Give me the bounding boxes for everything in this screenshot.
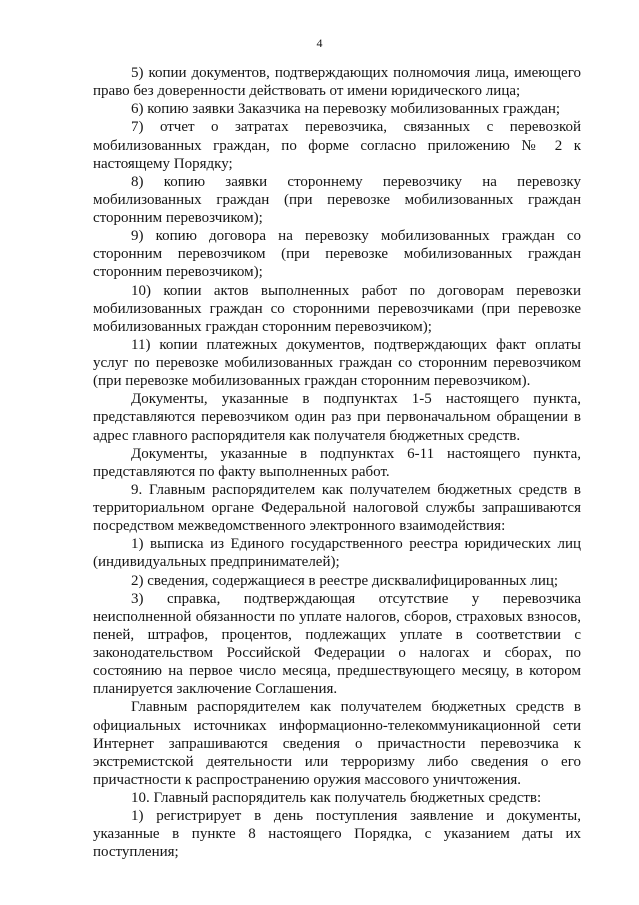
paragraph: 10) копии актов выполненных работ по договорам перевозки мобилизованных граждан со сторонними перевозчиками (при перевозке мобилизованных граждан сторонним перевозчиком); <box>93 282 581 335</box>
paragraph: Документы, указанные в подпунктах 6-11 настоящего пункта, представляются по факту выполненных работ. <box>93 445 581 480</box>
paragraph: 9) копию договора на перевозку мобилизованных граждан со сторонним перевозчиком (при перевозке мобилизованных граждан сторонним перевозчиком); <box>93 228 581 281</box>
paragraph: 7) отчет о затратах перевозчика, связанных с перевозкой мобилизованных граждан, по форме согласно приложению № 2 к настоящему Порядку; <box>93 119 581 172</box>
paragraph: 10. Главный распорядитель как получатель бюджетных средств: <box>131 790 542 806</box>
paragraph: 8) копию заявки стороннему перевозчику на перевозку мобилизованных граждан (при перевозке мобилизованных граждан сторонним перевозчиком); <box>93 173 581 226</box>
paragraph: Главным распорядителем как получателем бюджетных средств в официальных источниках информационно-телекоммуникационной сети Интернет запрашиваются сведения о причастности перевозчика к экстремистской деятельности или терроризму либо сведения о его причастности к распространению оружия массового уничтожения. <box>93 699 581 788</box>
document-body <box>93 64 581 862</box>
page-number: 4 <box>316 36 323 50</box>
paragraph: 11) копии платежных документов, подтверждающих факт оплаты услуг по перевозке мобилизованных граждан со сторонним перевозчиком (при перевозке мобилизованных граждан сторонним перевозчиком). <box>93 336 581 390</box>
paragraph: 6) копию заявки Заказчика на перевозку мобилизованных граждан; <box>131 101 561 118</box>
paragraph: 9. Главным распорядителем как получателем бюджетных средств в территориальном органе Федеральной налоговой службы запрашиваются посредством межведомственного электронного взаимодействия: <box>93 481 581 535</box>
paragraph: Документы, указанные в подпунктах 1-5 настоящего пункта, представляются перевозчиком один раз при первоначальном обращении в адрес главного распорядителя как получателя бюджетных средств. <box>93 391 581 444</box>
paragraph: 2) сведения, содержащиеся в реестре дисквалифицированных лиц; <box>131 572 559 589</box>
paragraph: 1) регистрирует в день поступления заявление и документы, указанные в пункте 8 настоящего Порядка, с указанием даты их поступления; <box>93 808 581 861</box>
paragraph: 5) копии документов, подтверждающих полномочия лица, имеющего право без доверенности действовать от имени юридического лица; <box>93 65 581 100</box>
paragraph: 3) справка, подтверждающая отсутствие у перевозчика неисполненной обязанности по уплате налогов, сборов, страховых взносов, пеней, штрафов, процентов, подлежащих уплате в соответствии с законодательством Российской Федерации о налогах и сборах, по состоянию на первое число месяца, предшествующего месяцу, в котором планируется заключение Соглашения. <box>93 590 581 698</box>
paragraph: 1) выписка из Единого государственного реестра юридических лиц (индивидуальных предпринимателей); <box>93 536 581 571</box>
